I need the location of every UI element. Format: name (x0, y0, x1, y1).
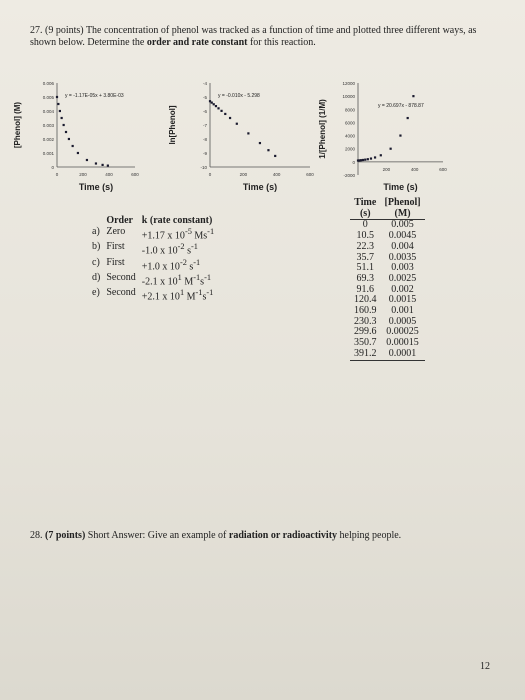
data-point (95, 162, 97, 164)
data-point (224, 113, 226, 115)
x-tick-label: 600 (306, 172, 314, 177)
x-tick-label: 0 (55, 172, 59, 177)
x-tick-label: 600 (131, 172, 139, 177)
x-tick-label: 600 (439, 166, 447, 172)
data-point (56, 96, 58, 98)
data-point (267, 149, 269, 151)
choice-row (92, 287, 220, 302)
q27-text: The concentration of phenol was tracked as a function of time and plotted three different ways, as shown below. Determine the (30, 25, 477, 48)
x-tick-label: 200 (382, 166, 391, 172)
q27-bold-phrase: order and rate constant (146, 37, 248, 48)
y-tick-label: -5 (202, 95, 207, 100)
choice-letter: b) (92, 241, 101, 253)
choice-letter: d) (92, 271, 101, 283)
data-point (57, 103, 59, 105)
time-header: Time (s) (350, 198, 381, 220)
y-tick-label: 0.004 (42, 109, 54, 114)
x-axis-label: Time (s) (78, 182, 114, 192)
time-cell: 120.4 (354, 294, 377, 306)
choice-order: First (106, 241, 125, 253)
choice-k: +1.0 x $10^{-2}$ $s^{-1}$ (141, 257, 201, 272)
answer-choices-table (92, 215, 220, 303)
choice-row (92, 272, 220, 287)
phenol-header: [Phenol] (M) (381, 198, 425, 220)
choice-k: +1.17 x $10^{-5}$ $Ms^{-1}$ (141, 227, 215, 242)
data-point (370, 157, 372, 159)
data-point (412, 95, 414, 97)
time-cell: 350.7 (354, 337, 377, 349)
data-point (229, 117, 231, 119)
time-cell: 35.7 (356, 251, 374, 263)
chart-ln-concentration-vs-time (165, 75, 315, 195)
choice-row (92, 257, 220, 272)
data-point (374, 156, 376, 158)
data-point (59, 110, 61, 112)
y-tick-label: 0.003 (42, 123, 54, 128)
data-point (63, 124, 65, 126)
y-tick-label: 10000 (342, 94, 355, 100)
y-tick-label: -9 (202, 151, 207, 156)
y-tick-label: 12000 (342, 81, 355, 86)
y-tick-label: 0.005 (42, 95, 54, 100)
data-point (247, 132, 249, 134)
data-point (364, 159, 366, 161)
y-tick-label: 6000 (344, 120, 355, 126)
choice-letter: c) (92, 256, 100, 268)
phenol-cell: 0.00015 (386, 337, 419, 349)
q28-text: Short Answer: Give an example of (87, 530, 227, 541)
phenol-cell: 0.002 (391, 283, 414, 295)
data-point (61, 117, 63, 119)
time-cell: 230.3 (354, 315, 377, 327)
trendline-equation: y = -1.17E-05x + 3.80E-03 (65, 93, 124, 99)
data-point (236, 123, 238, 125)
time-cell: 22.3 (356, 240, 374, 252)
chart-concentration-vs-time (10, 75, 145, 195)
choice-k: +2.1 x $10^1$ $M^{-1}s^{-1}$ (141, 288, 214, 303)
k-header: k (rate constant) (141, 215, 213, 226)
choice-row (92, 226, 220, 241)
phenol-cell: 0.0001 (381, 349, 425, 360)
q28-points: (7 points) (45, 530, 86, 541)
data-point (220, 110, 222, 112)
chart-inverse-concentration-vs-time (315, 75, 465, 195)
data-point (215, 105, 217, 107)
time-cell: 10.5 (356, 230, 374, 242)
phenol-cell: 0.00025 (386, 326, 419, 338)
time-cell: 0 (362, 219, 368, 231)
data-point (107, 165, 109, 167)
data-point (367, 158, 369, 160)
x-tick-label: 400 (272, 172, 281, 177)
y-tick-label: 0.001 (42, 151, 54, 156)
data-point (211, 102, 213, 104)
time-cell: 160.9 (354, 305, 377, 317)
y-tick-label: 0 (352, 159, 355, 165)
data-row (350, 242, 425, 253)
data-point (72, 145, 74, 147)
y-tick-label: -8 (202, 137, 207, 142)
phenol-cell: 0.003 (391, 262, 414, 274)
data-point (259, 142, 261, 144)
choice-order: First (106, 256, 125, 268)
trendline-equation: y = 20.697x - 878.87 (378, 103, 424, 109)
phenol-cell: 0.0025 (388, 272, 417, 284)
q28-bold-phrase: radiation or radioactivity (228, 530, 338, 541)
data-row (350, 349, 425, 360)
q28-number: 28. (30, 530, 43, 541)
phenol-cell: 0.0015 (388, 294, 417, 306)
data-point (362, 159, 364, 161)
data-point (68, 138, 70, 140)
choice-letter: e) (92, 287, 100, 299)
y-tick-label: 4000 (344, 133, 355, 139)
phenol-cell: 0.0005 (388, 315, 417, 327)
phenol-cell: 0.0045 (388, 230, 417, 242)
y-tick-label: 0.002 (42, 137, 54, 142)
data-point (407, 117, 409, 119)
data-point (101, 164, 103, 166)
choice-letter: a) (92, 226, 100, 237)
order-header: Order (106, 215, 133, 226)
choice-row (92, 241, 220, 256)
y-tick-label: -4 (202, 81, 207, 86)
phenol-cell: 0.001 (391, 305, 414, 317)
data-point (399, 134, 401, 136)
choice-order: Second (106, 287, 136, 299)
data-point (217, 107, 219, 109)
choice-order: Zero (106, 226, 126, 237)
x-axis-label: Time (s) (383, 182, 418, 192)
question-27-prompt (30, 25, 500, 49)
question-28-prompt (30, 530, 401, 541)
x-tick-label: 200 (239, 172, 248, 177)
phenol-cell: 0.005 (391, 219, 414, 231)
x-tick-label: 0 (208, 172, 212, 177)
y-tick-label: 0 (51, 165, 54, 170)
y-tick-label: -2000 (343, 173, 355, 178)
x-axis-label: Time (s) (242, 182, 278, 192)
time-cell: 69.3 (356, 272, 374, 284)
x-tick-label: 400 (105, 172, 113, 177)
data-point (360, 159, 362, 161)
choice-k: -2.1 x $10^1$ $M^{-1}s^{-1}$ (141, 272, 211, 288)
y-axis-label: [Phenol] (M) (13, 101, 22, 149)
time-cell: 391.2 (350, 349, 381, 360)
data-point (86, 159, 88, 161)
choice-k: -1.0 x $10^{-2}$ $s^{-1}$ (141, 242, 198, 257)
q27-points: (9 points) (45, 25, 84, 36)
x-tick-label: 200 (79, 172, 87, 177)
y-tick-label: -6 (202, 109, 207, 114)
data-point (274, 155, 276, 157)
phenol-cell: 0.0035 (388, 251, 417, 263)
time-cell: 91.6 (356, 283, 374, 295)
y-tick-label: 2000 (344, 146, 355, 152)
data-point (380, 154, 382, 156)
time-cell: 51.1 (356, 262, 374, 274)
phenol-cell: 0.004 (391, 240, 414, 252)
y-axis-label: 1/[Phenol] (1/M) (318, 99, 327, 159)
q28-text-end: helping people. (339, 530, 402, 541)
trendline-equation: y = -0.010x - 5.298 (218, 93, 260, 99)
q27-number: 27. (30, 25, 43, 36)
x-tick-label: 400 (410, 166, 419, 172)
y-tick-label: -10 (200, 165, 207, 170)
data-point (390, 148, 392, 150)
data-point (65, 131, 67, 133)
y-axis-label: ln[Phenol] (168, 105, 177, 145)
phenol-data-table (350, 198, 425, 361)
page-number: 12 (480, 661, 490, 672)
y-tick-label: 8000 (344, 107, 355, 113)
time-cell: 299.6 (354, 326, 377, 338)
y-tick-label: -7 (202, 123, 207, 128)
data-point (77, 152, 79, 154)
data-point (213, 103, 215, 105)
q27-text-end: for this reaction. (249, 37, 316, 48)
choice-order: Second (106, 271, 136, 283)
y-tick-label: 0.006 (42, 81, 54, 86)
